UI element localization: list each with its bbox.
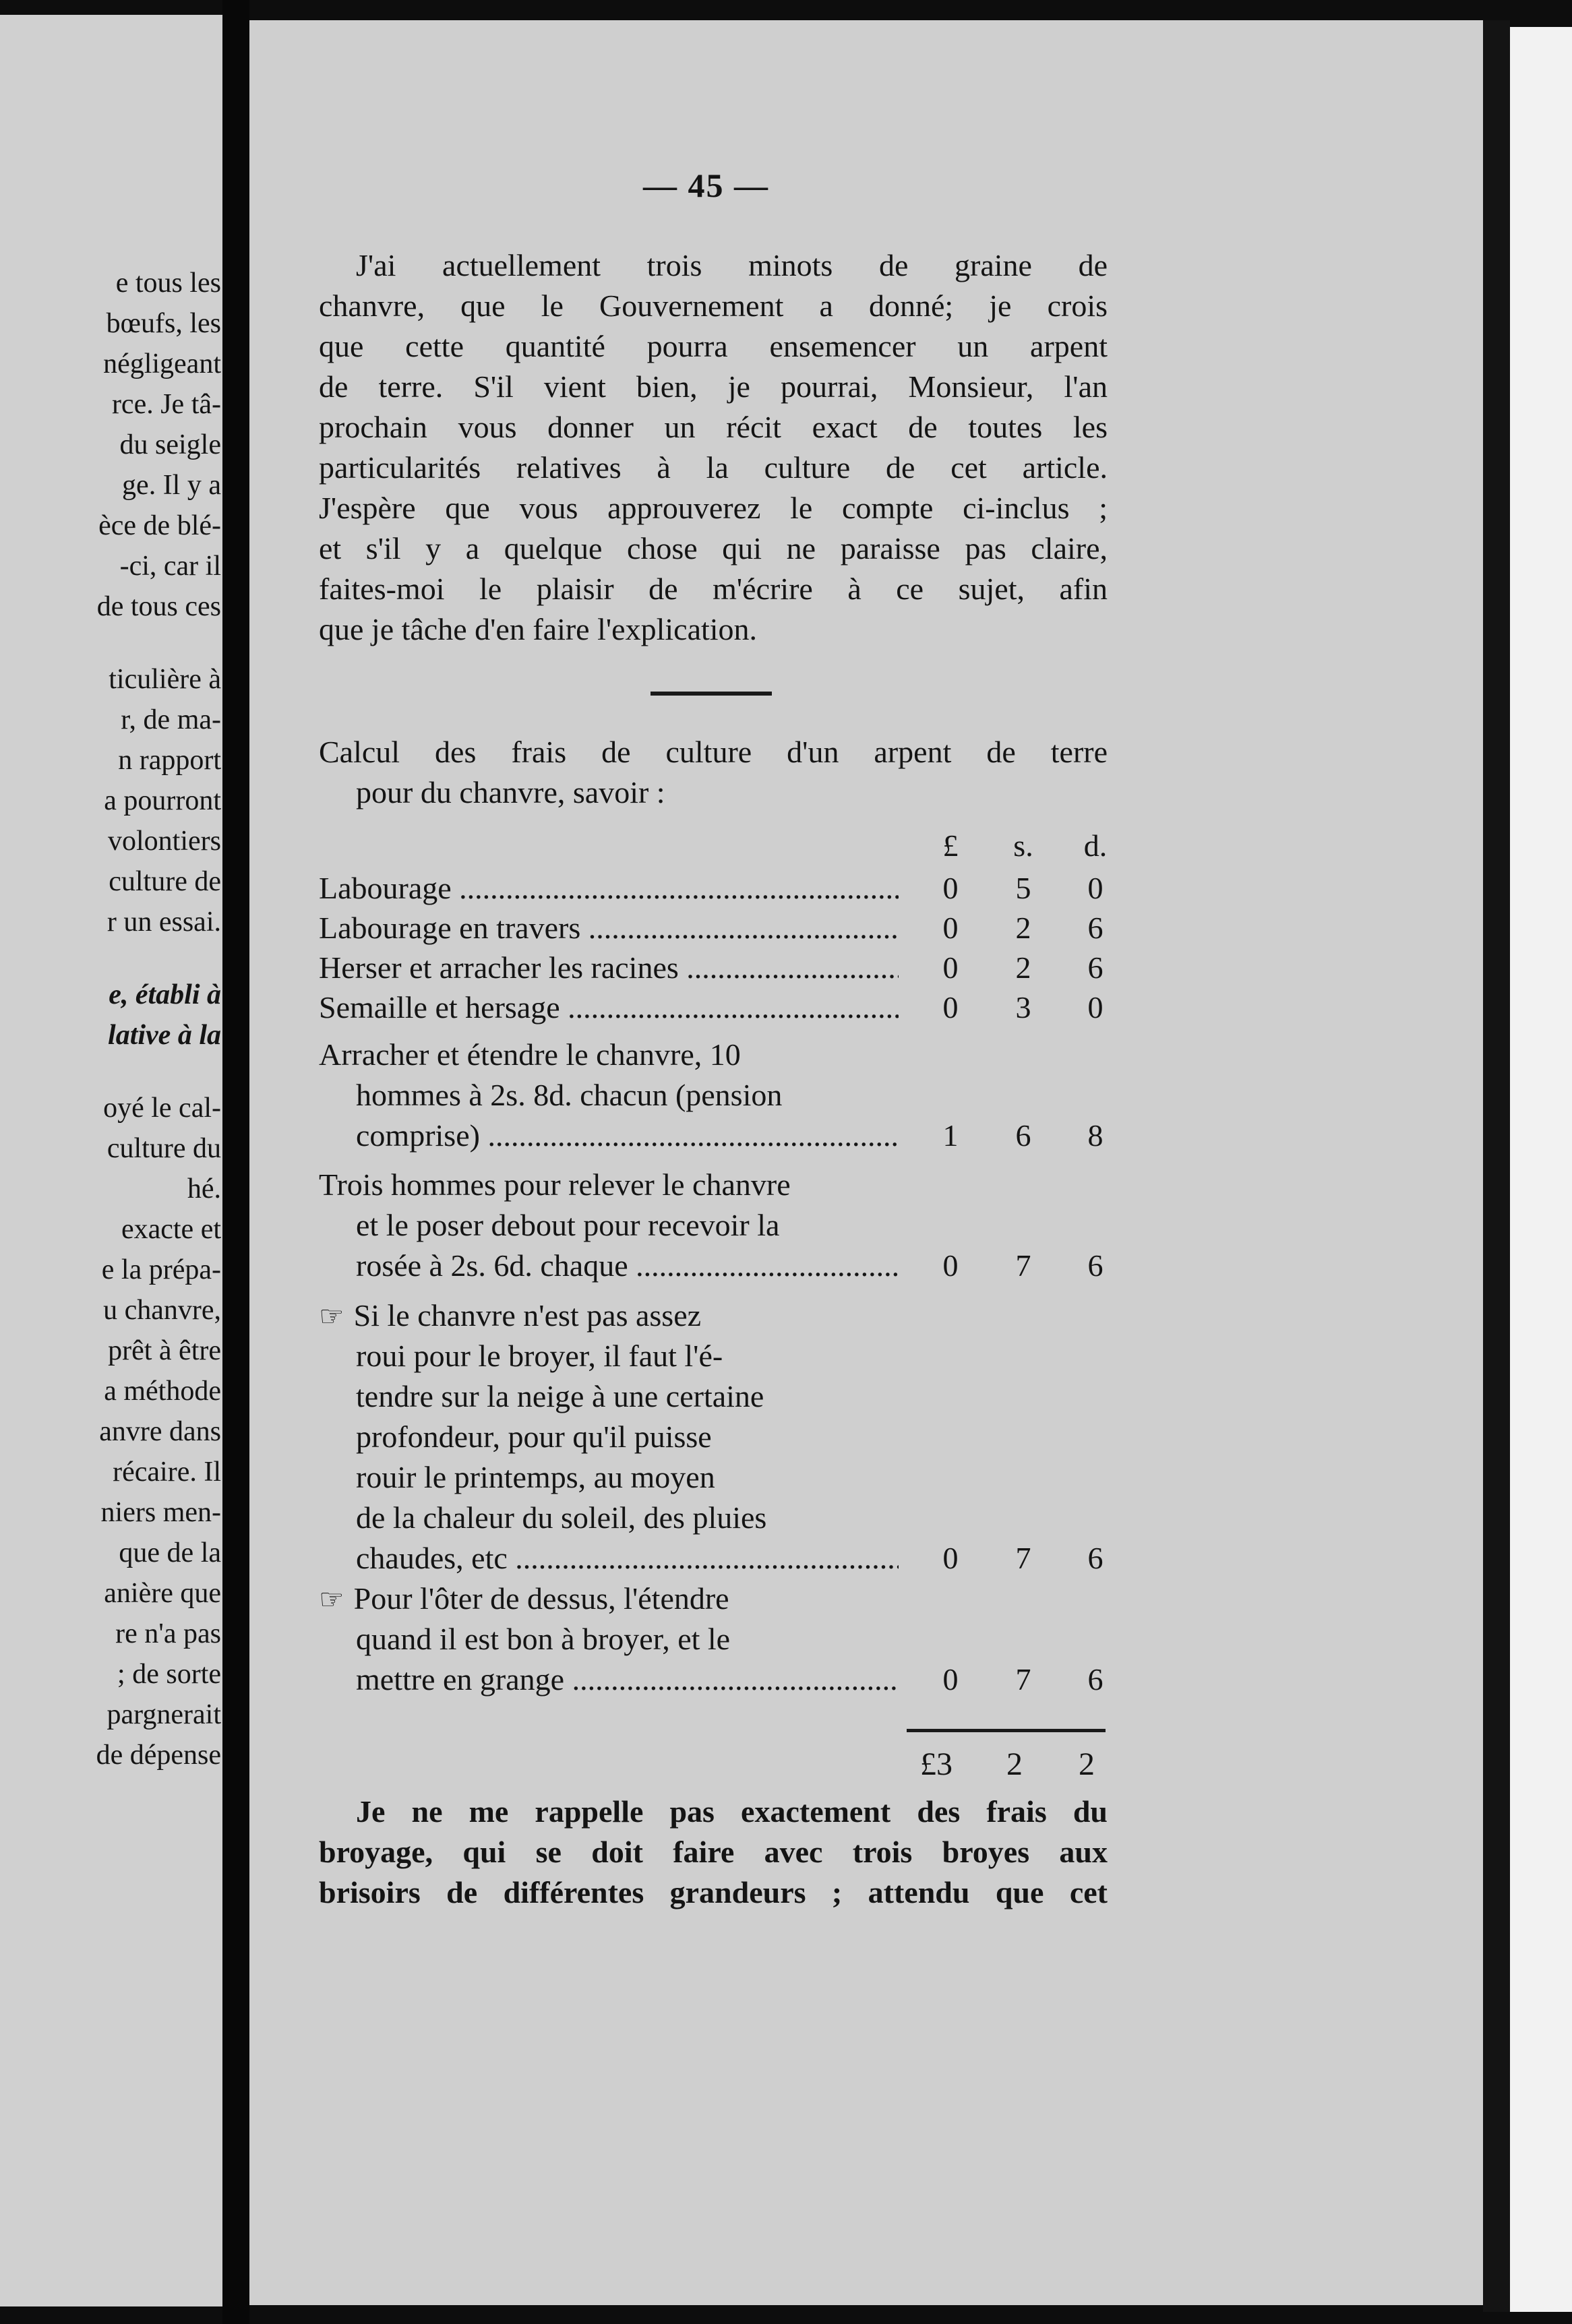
total-pounds: £3 xyxy=(920,1746,953,1782)
facing-page-text xyxy=(0,263,221,1775)
cost-description xyxy=(319,1579,899,1700)
line-gap xyxy=(0,942,221,975)
facing-page-line: u chanvre, xyxy=(103,1295,221,1326)
cost-description xyxy=(319,1035,899,1156)
cost-pounds: 0 xyxy=(942,1541,959,1575)
cost-pounds: 0 xyxy=(942,950,959,985)
cost-shillings: 7 xyxy=(1015,1248,1031,1283)
facing-page-left xyxy=(0,15,222,2306)
text-line: prochain vous donner un récit exact de toutes les xyxy=(319,410,1108,444)
facing-page-line: r, de ma- xyxy=(121,704,221,735)
facing-page-line: ; de sorte xyxy=(117,1659,221,1690)
cost-description-line: Labourage en travers xyxy=(319,911,581,945)
facing-page-line: de dépense xyxy=(96,1740,221,1771)
facing-page-line: récaire. Il xyxy=(113,1457,221,1488)
facing-page-line: -ci, car il xyxy=(119,551,221,582)
cost-description-line: comprise) xyxy=(356,1118,480,1153)
cost-description-line: Herser et arracher les racines xyxy=(319,950,679,985)
cost-pounds: 0 xyxy=(942,911,959,945)
cost-description-line: quand il est bon à broyer, et le xyxy=(356,1622,731,1656)
text-line: particularités relatives à la culture de cet article. xyxy=(319,450,1108,485)
cost-pence: 0 xyxy=(1087,871,1104,905)
facing-page-line: ge. Il y a xyxy=(122,470,221,501)
facing-page-line: anvre dans xyxy=(99,1416,221,1447)
cost-description-line: Pour l'ôter de dessus, l'étendre xyxy=(353,1581,729,1616)
facing-page-line: du seigle xyxy=(119,429,221,460)
cost-pence: 6 xyxy=(1087,950,1104,985)
cost-pounds: 0 xyxy=(942,1248,959,1283)
facing-page-line: négligeant xyxy=(103,348,221,379)
cost-description-line: Labourage xyxy=(319,871,452,905)
facing-page-line: a pourront xyxy=(104,785,221,816)
cost-description xyxy=(319,1165,899,1286)
cost-description-line: Trois hommes pour relever le chanvre xyxy=(319,1167,791,1202)
cost-description xyxy=(319,868,899,909)
cost-description-line: Si le chanvre n'est pas assez xyxy=(353,1298,702,1333)
cost-shillings: 5 xyxy=(1015,871,1031,905)
cost-pence: 0 xyxy=(1087,990,1104,1025)
text-line: brisoirs de différentes grandeurs ; attendu que cet xyxy=(319,1875,1108,1909)
cost-description-line: profondeur, pour qu'il puisse xyxy=(356,1419,712,1454)
facing-page-line: anière que xyxy=(104,1578,221,1609)
intro-paragraph xyxy=(319,245,1108,650)
currency-header xyxy=(0,828,1572,868)
cost-description-line: de la chaleur du soleil, des pluies xyxy=(356,1500,767,1535)
facing-page-line: niers men- xyxy=(100,1497,221,1528)
facing-page-line: èce de blé- xyxy=(98,510,221,541)
facing-page-line: e la prépa- xyxy=(101,1254,221,1285)
facing-page-line: e, établi à xyxy=(109,979,221,1010)
section-separator xyxy=(651,692,772,696)
facing-page-line: que de la xyxy=(119,1537,221,1568)
total-row xyxy=(907,1744,1129,1785)
cost-shillings: 7 xyxy=(1015,1662,1031,1696)
cost-description-line: Arracher et étendre le chanvre, 10 xyxy=(319,1037,741,1072)
pence-header: d. xyxy=(1083,828,1108,863)
text-line: pour du chanvre, savoir : xyxy=(356,775,665,809)
cost-pence: 6 xyxy=(1087,1662,1104,1696)
shillings-header: s. xyxy=(1013,828,1033,863)
page-number: — 45 — xyxy=(643,166,769,204)
text-line: J'ai actuellement trois minots de graine de xyxy=(356,248,1108,282)
cost-shillings: 7 xyxy=(1015,1541,1031,1575)
facing-page-line: ticulière à xyxy=(109,664,221,695)
text-line: J'espère que vous approuverez le compte ci-inclus ; xyxy=(319,491,1108,525)
text-line: que je tâche d'en faire l'explication. xyxy=(319,612,758,646)
facing-page-line: re n'a pas xyxy=(115,1618,221,1649)
pointing-hand-icon: ☞ xyxy=(319,1585,344,1616)
cost-description-line: hommes à 2s. 8d. chacun (pension xyxy=(356,1078,783,1112)
pointing-hand-icon: ☞ xyxy=(319,1302,344,1333)
line-gap xyxy=(0,1056,221,1088)
cost-description-line: mettre en grange xyxy=(356,1662,565,1696)
text-line: Calcul des frais de culture d'un arpent de terre xyxy=(319,735,1108,769)
cost-pence: 6 xyxy=(1087,1541,1104,1575)
facing-page-line: hé. xyxy=(187,1173,221,1204)
calculation-title xyxy=(319,732,1108,813)
total-pence: 2 xyxy=(1079,1746,1095,1782)
facing-page-line: bœufs, les xyxy=(106,308,221,339)
cost-description-line: tendre sur la neige à une certaine xyxy=(356,1379,764,1413)
scan-margin xyxy=(1510,27,1572,2312)
facing-page-line: volontiers xyxy=(108,826,221,857)
facing-page-line: n rapport xyxy=(118,745,221,776)
cost-description-line: chaudes, etc xyxy=(356,1541,508,1575)
cost-pounds: 0 xyxy=(942,871,959,905)
total-rule xyxy=(907,1729,1106,1732)
facing-page-line: a méthode xyxy=(104,1376,221,1407)
text-line: Je ne me rappelle pas exactement des frais du xyxy=(356,1794,1108,1829)
text-line: chanvre, que le Gouvernement a donné; je crois xyxy=(319,288,1108,323)
facing-page-line: prêt à être xyxy=(108,1335,221,1366)
text-line: et s'il y a quelque chose qui ne paraisse pas claire, xyxy=(319,531,1108,565)
text-line: de terre. S'il vient bien, je pourrai, Monsieur, l'an xyxy=(319,369,1108,404)
facing-page-line: de tous ces xyxy=(96,591,221,622)
cost-shillings: 2 xyxy=(1015,950,1031,985)
pounds-header: £ xyxy=(942,828,959,863)
page-edge xyxy=(1483,20,1510,2312)
cost-description-line: roui pour le broyer, il faut l'é- xyxy=(356,1339,723,1373)
cost-shillings: 2 xyxy=(1015,911,1031,945)
cost-pounds: 0 xyxy=(942,1662,959,1696)
facing-page-line: pargnerait xyxy=(107,1699,221,1730)
cost-shillings: 6 xyxy=(1015,1118,1031,1153)
cost-description xyxy=(319,908,899,948)
facing-page-line: culture du xyxy=(107,1133,221,1164)
cost-pence: 8 xyxy=(1087,1118,1104,1153)
closing-paragraph xyxy=(319,1792,1108,1913)
cost-description-line: rosée à 2s. 6d. chaque xyxy=(356,1248,628,1283)
book-gutter xyxy=(222,0,249,2324)
facing-page-line: e tous les xyxy=(115,268,221,299)
facing-page-line: culture de xyxy=(109,866,221,897)
line-gap xyxy=(0,627,221,659)
cost-description xyxy=(319,987,899,1028)
facing-page-line: oyé le cal- xyxy=(103,1093,221,1124)
cost-description-line: et le poser debout pour recevoir la xyxy=(356,1208,780,1242)
total-shillings: 2 xyxy=(1006,1746,1023,1782)
cost-description xyxy=(319,1295,899,1579)
text-line: faites-moi le plaisir de m'écrire à ce sujet, afin xyxy=(319,572,1108,606)
cost-pounds: 0 xyxy=(942,990,959,1025)
cost-description xyxy=(319,948,899,988)
text-line: que cette quantité pourra ensemencer un arpent xyxy=(319,329,1108,363)
facing-page-line: lative à la xyxy=(108,1020,221,1051)
cost-description-line: rouir le printemps, au moyen xyxy=(356,1460,715,1494)
cost-pounds: 1 xyxy=(942,1118,959,1153)
cost-shillings: 3 xyxy=(1015,990,1031,1025)
facing-page-line: r un essai. xyxy=(107,907,221,938)
text-line: broyage, qui se doit faire avec trois broyes aux xyxy=(319,1835,1108,1869)
cost-pence: 6 xyxy=(1087,1248,1104,1283)
cost-description-line: Semaille et hersage xyxy=(319,990,560,1025)
facing-page-line: exacte et xyxy=(121,1214,221,1245)
facing-page-line: rce. Je tâ- xyxy=(111,389,221,420)
cost-pence: 6 xyxy=(1087,911,1104,945)
